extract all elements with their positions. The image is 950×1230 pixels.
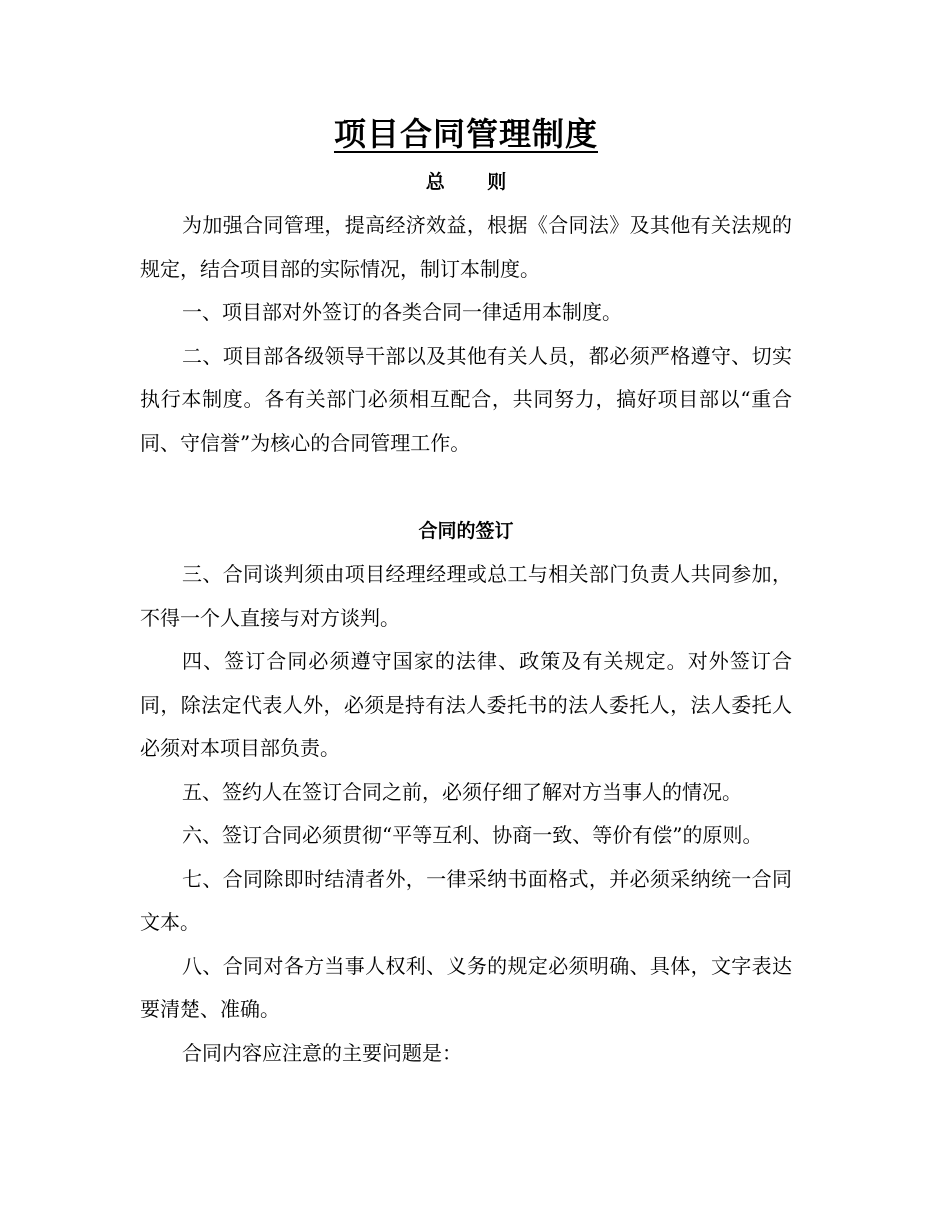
document-title [140, 108, 792, 160]
paragraph-article-3: 三、合同谈判须由项目经理经理或总工与相关部门负责人共同参加，不得一个人直接与对方谈判。 [140, 562, 792, 630]
paragraph-article-5: 五、签约人在签订合同之前，必须仔细了解对方当事人的情况。 [182, 779, 742, 804]
section-heading-general: 总 则 [425, 171, 525, 193]
paragraph-article-6: 六、签订合同必须贯彻“平等互利、协商一致、等价有偿”的原则。 [182, 823, 763, 847]
paragraph-preamble: 为加强合同管理，提高经济效益，根据《合同法》及其他有关法规的规定，结合项目部的实际情况，制订本制度。 [140, 213, 792, 281]
paragraph-article-1: 一、项目部对外签订的各类合同一律适用本制度。 [182, 300, 622, 324]
document-title-text: 项目合同管理制度 [333, 115, 598, 153]
paragraph-article-2: 二、项目部各级领导干部以及其他有关人员，都必须严格遵守、切实执行本制度。各有关部门必须相互配合，共同努力，搞好项目部以“重合同、守信誉”为核心的合同管理工作。 [140, 343, 792, 455]
paragraph-article-4: 四、签订合同必须遵守国家的法律、政策及有关规定。对外签订合同，除法定代表人外，必须是持有法人委托书的法人委托人，法人委托人必须对本项目部负责。 [140, 649, 792, 760]
paragraph-article-7: 七、合同除即时结清者外，一律采纳书面格式，并必须采纳统一合同文本。 [140, 866, 792, 934]
paragraph-article-8: 八、合同对各方当事人权利、义务的规定必须明确、具体，文字表达要清楚、准确。 [140, 953, 792, 1021]
section-spacer [140, 465, 792, 509]
section-heading-signing: 合同的签订 [418, 520, 514, 542]
paragraph-content-issues-intro: 合同内容应注意的主要问题是： [182, 1040, 462, 1065]
document-body [140, 108, 792, 1075]
